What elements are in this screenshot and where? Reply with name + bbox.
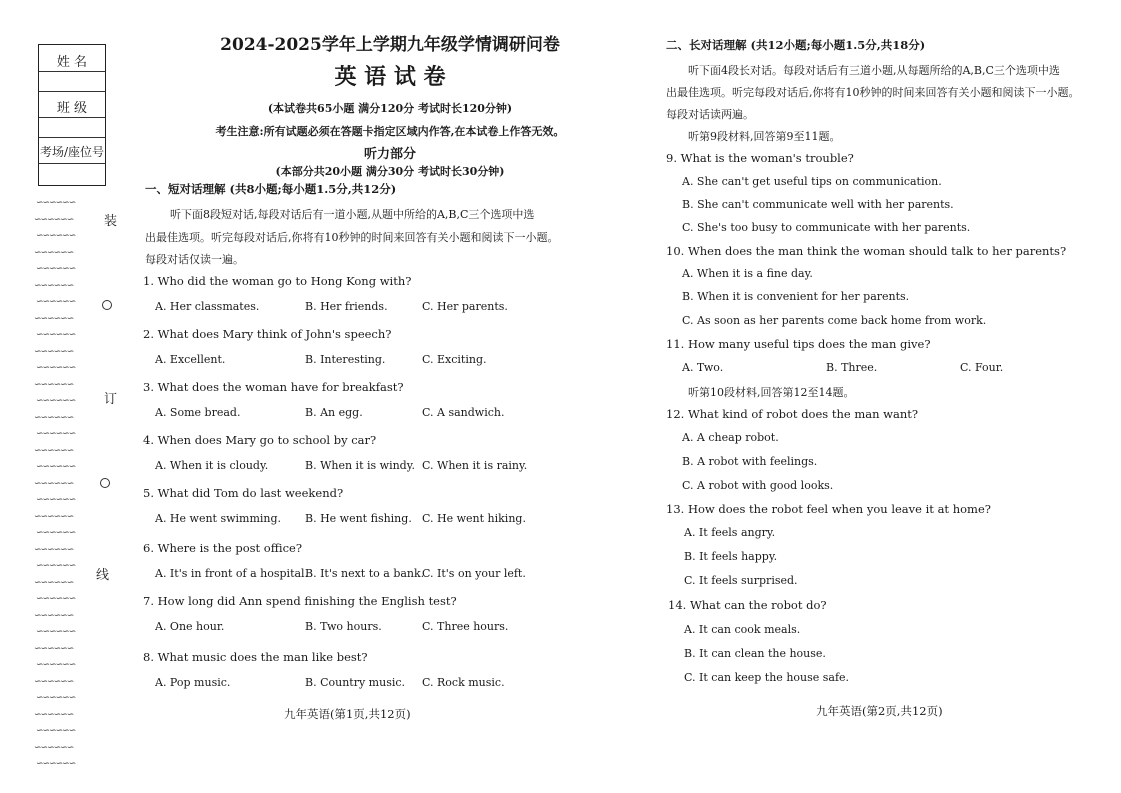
binding-char-zhuang: 装 [104,214,118,229]
option-9b: B. She can't communicate well with her parents. [682,198,954,211]
option-13b: B. It feels happy. [684,550,778,563]
question-12: 12. What kind of robot does the man want? [666,407,919,421]
option-7b: B. Two hours. [305,620,382,633]
option-12c: C. A robot with good looks. [682,479,834,492]
binding-squiggle-icon: ∽∽∽∽∽∽ [36,363,76,373]
question-3: 3. What does the woman have for breakfast? [143,380,404,394]
option-4c: C. When it is rainy. [422,459,528,472]
subject-title: 英 语 试 卷 [334,65,446,90]
binding-squiggle-icon: ∽∽∽∽∽∽ [36,726,76,736]
name-label: 姓 名 [56,55,88,70]
option-7c: C. Three hours. [422,620,509,633]
question-4: 4. When does Mary go to school by car? [143,433,377,447]
option-5b: B. He went fishing. [305,512,412,525]
binding-squiggle-icon: ∽∽∽∽∽∽ [34,676,74,687]
option-4b: B. When it is windy. [305,459,415,472]
option-1b: B. Her friends. [305,300,388,313]
binding-squiggle-icon: ∽∽∽∽∽∽ [34,445,74,456]
binding-squiggle-icon: ∽∽∽∽∽∽ [36,495,76,505]
seat-label: 考场/座位号 [39,145,105,159]
section2-instruction: 出最佳选项。听完每段对话后,你将有10秒钟的时间来回答有关小题和阅读下一小题。 [666,86,1080,99]
question-1: 1. Who did the woman go to Hong Kong with? [143,274,412,288]
binding-squiggle-icon: ∽∽∽∽∽∽ [36,561,76,571]
binding-squiggle-icon: ∽∽∽∽∽∽ [34,742,74,753]
binding-squiggle-icon: ∽∽∽∽∽∽ [34,214,74,225]
question-6: 6. Where is the post office? [143,541,302,555]
binding-squiggle-icon: ∽∽∽∽∽∽ [34,577,74,588]
option-14c: C. It can keep the house safe. [684,671,850,684]
option-10b: B. When it is convenient for her parents. [682,290,910,303]
binding-squiggle-icon: ∽∽∽∽∽∽ [36,231,76,241]
listening-title: 听力部分 [363,147,416,162]
option-3a: A. Some bread. [155,406,241,419]
binding-squiggle-icon: ∽∽∽∽∽∽ [34,643,74,654]
binding-squiggle-icon: ∽∽∽∽∽∽ [36,297,76,307]
binding-squiggle-icon: ∽∽∽∽∽∽ [36,462,76,472]
option-10c: C. As soon as her parents come back home from work. [682,314,987,327]
question-5: 5. What did Tom do last weekend? [143,486,344,500]
class-label: 班 级 [56,101,88,116]
binding-squiggle-icon: ∽∽∽∽∽∽ [34,379,74,390]
material-note: 听第10段材料,回答第12至14题。 [688,386,855,399]
exam-meta: (本试卷共65小题 满分120分 考试时长120分钟) [267,102,513,115]
binding-squiggle-icon: ∽∽∽∽∽∽ [34,610,74,621]
material-note: 听第9段材料,回答第9至11题。 [688,130,841,143]
option-9c: C. She's too busy to communicate with her parents. [682,221,971,234]
page-footer: 九年英语(第2页,共12页) [816,704,943,718]
binding-squiggle-icon: ∽∽∽∽∽∽ [34,709,74,720]
binding-squiggle-icon: ∽∽∽∽∽∽ [34,544,74,555]
binding-hole-icon [102,300,112,310]
question-10: 10. When does the man think the woman should talk to her parents? [666,244,1067,258]
option-13c: C. It feels surprised. [684,574,798,587]
binding-squiggle-icon: ∽∽∽∽∽∽ [36,396,76,406]
option-5a: A. He went swimming. [155,512,282,525]
option-2c: C. Exciting. [422,353,487,366]
section2-title: 二、长对话理解 (共12小题;每小题1.5分,共18分) [666,38,926,52]
section1-instruction: 听下面8段短对话,每段对话后有一道小题,从题中所给的A,B,C三个选项中选 [170,208,535,221]
option-6a: A. It's in front of a hospital. [155,567,309,580]
binding-squiggle-icon: ∽∽∽∽∽∽ [36,627,76,637]
option-11c: C. Four. [960,361,1004,374]
option-6b: B. It's next to a bank. [305,567,425,580]
binding-hole-icon [100,478,110,488]
binding-squiggle-icon: ∽∽∽∽∽∽ [34,478,74,489]
option-14a: A. It can cook meals. [684,623,801,636]
option-6c: C. It's on your left. [422,567,526,580]
binding-squiggle-icon: ∽∽∽∽∽∽ [34,280,74,291]
option-1c: C. Her parents. [422,300,508,313]
section2-instruction: 每段对话读两遍。 [666,108,754,121]
binding-char-ding: 订 [104,392,118,407]
option-3c: C. A sandwich. [422,406,505,419]
option-1a: A. Her classmates. [155,300,260,313]
binding-squiggle-icon: ∽∽∽∽∽∽ [36,330,76,340]
question-2: 2. What does Mary think of John's speech? [143,327,392,341]
option-7a: A. One hour. [155,620,225,633]
option-4a: A. When it is cloudy. [155,459,269,472]
section1-instruction: 每段对话仅读一遍。 [145,253,244,266]
binding-squiggle-icon: ∽∽∽∽∽∽ [34,346,74,357]
option-5c: C. He went hiking. [422,512,526,525]
option-2b: B. Interesting. [305,353,386,366]
section1-title: 一、短对话理解 (共8小题;每小题1.5分,共12分) [145,182,397,196]
question-8: 8. What music does the man like best? [143,650,368,664]
option-12b: B. A robot with feelings. [682,455,818,468]
binding-squiggle-icon: ∽∽∽∽∽∽ [36,264,76,274]
binding-squiggle-icon: ∽∽∽∽∽∽ [34,511,74,522]
question-9: 9. What is the woman's trouble? [666,151,854,165]
question-7: 7. How long did Ann spend finishing the English test? [143,594,457,608]
listening-meta: (本部分共20小题 满分30分 考试时长30分钟) [275,165,505,178]
option-11a: A. Two. [682,361,724,374]
option-2a: A. Excellent. [155,353,226,366]
question-11: 11. How many useful tips does the man give? [666,337,931,351]
option-13a: A. It feels angry. [684,526,776,539]
binding-squiggle-icon: ∽∽∽∽∽∽ [36,660,76,670]
exam-notice: 考生注意:所有试题必须在答题卡指定区域内作答,在本试卷上作答无效。 [215,125,565,138]
option-9a: A. She can't get useful tips on communication. [682,175,942,188]
question-14: 14. What can the robot do? [668,598,827,612]
section1-instruction: 出最佳选项。听完每段对话后,你将有10秒钟的时间来回答有关小题和阅读下一小题。 [145,231,559,244]
option-10a: A. When it is a fine day. [682,267,813,280]
binding-squiggle-icon: ∽∽∽∽∽∽ [34,247,74,258]
binding-squiggle-icon: ∽∽∽∽∽∽ [36,594,76,604]
binding-squiggle-icon: ∽∽∽∽∽∽ [34,412,74,423]
option-12a: A. A cheap robot. [682,431,779,444]
option-8a: A. Pop music. [155,676,231,689]
option-14b: B. It can clean the house. [684,647,826,660]
section2-instruction: 听下面4段长对话。每段对话后有三道小题,从每题所给的A,B,C三个选项中选 [688,64,1060,77]
binding-squiggle-icon: ∽∽∽∽∽∽ [36,528,76,538]
binding-char-xian: 线 [96,568,110,583]
page-footer: 九年英语(第1页,共12页) [284,707,411,721]
binding-squiggle-icon: ∽∽∽∽∽∽ [34,313,74,324]
binding-squiggle-icon: ∽∽∽∽∽∽ [36,429,76,439]
binding-squiggle-icon: ∽∽∽∽∽∽ [36,198,76,208]
binding-squiggle-icon: ∽∽∽∽∽∽ [36,693,76,703]
question-13: 13. How does the robot feel when you leave it at home? [666,502,991,516]
option-8b: B. Country music. [305,676,406,689]
exam-header: 2024-2025学年上学期九年级学情调研问卷 [220,35,560,55]
binding-squiggle-icon: ∽∽∽∽∽∽ [36,759,76,769]
option-11b: B. Three. [826,361,878,374]
option-8c: C. Rock music. [422,676,505,689]
option-3b: B. An egg. [305,406,363,419]
